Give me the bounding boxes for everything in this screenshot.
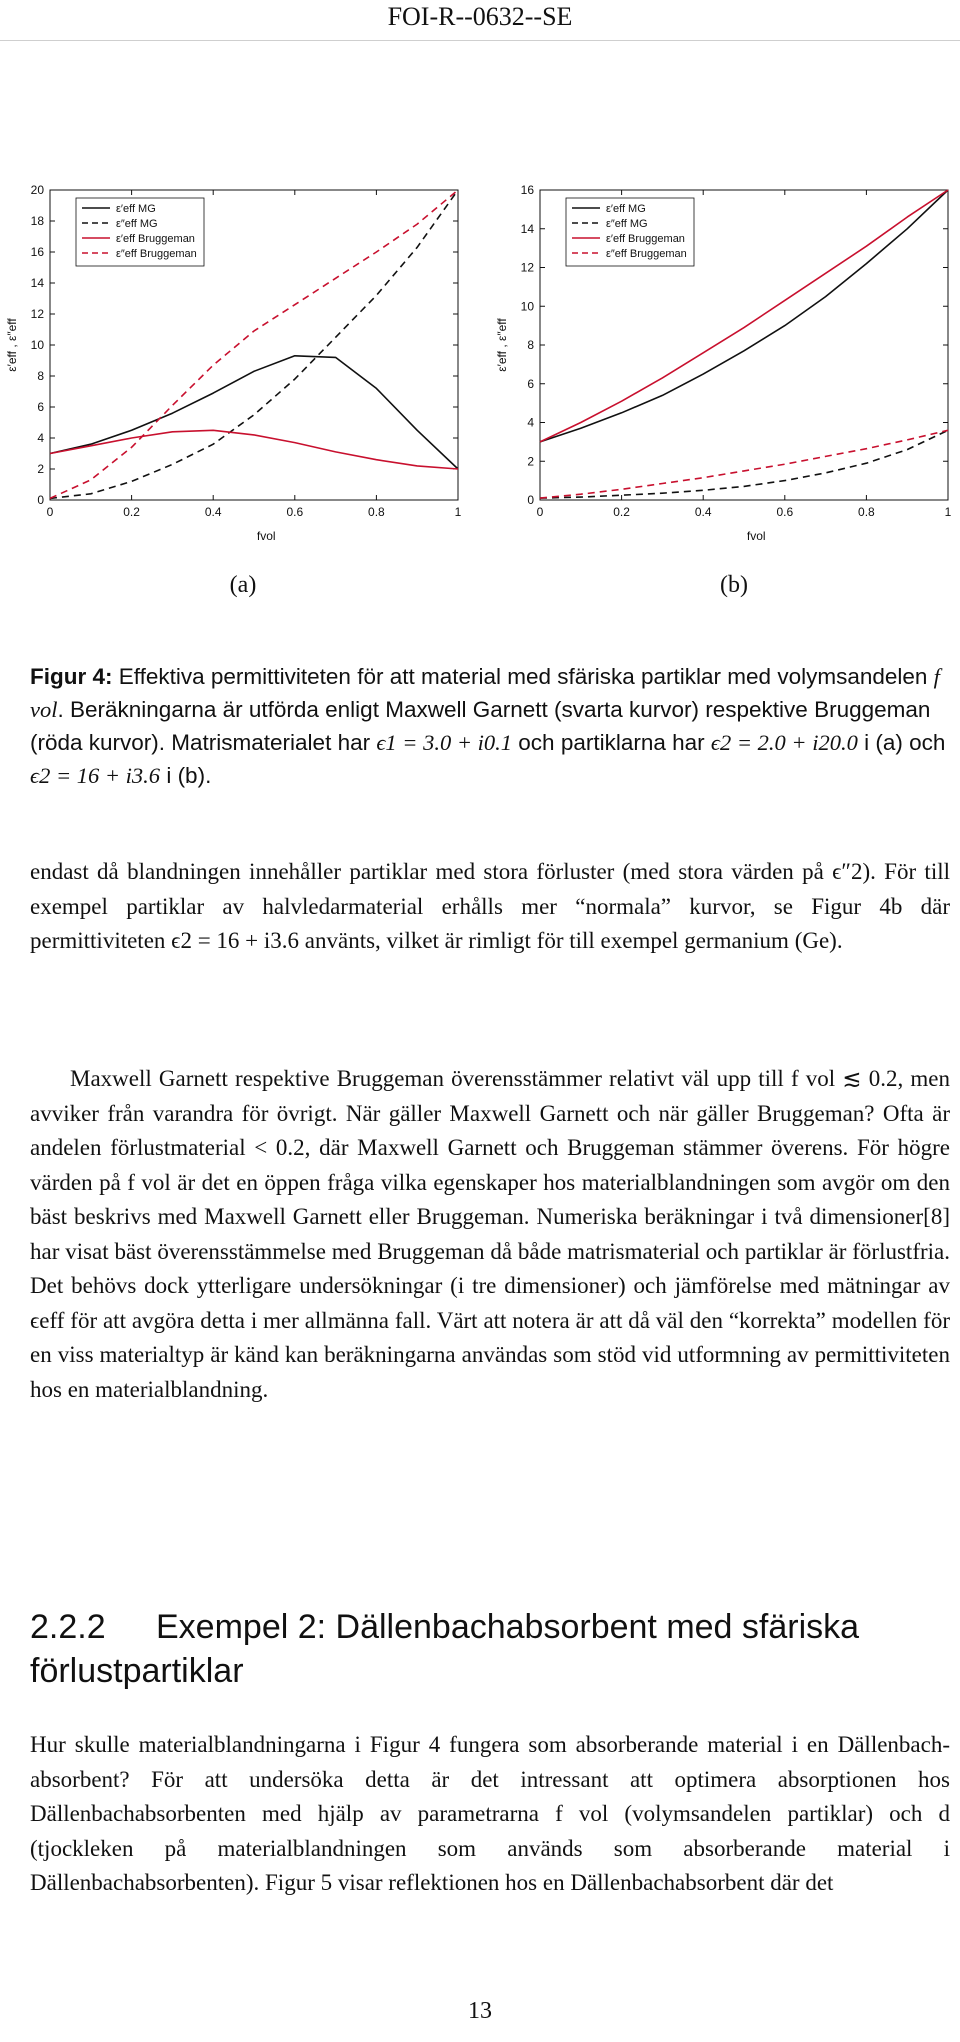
- section-number: 2.2.2: [30, 1608, 106, 1646]
- legend-label-1: ε′eff MG: [606, 203, 646, 215]
- legend-label-3: ε′eff Bruggeman: [606, 233, 685, 245]
- x-tick-label: 0: [46, 505, 54, 519]
- legend-label-2: ε″eff MG: [116, 218, 158, 230]
- paragraph-1: endast då blandningen innehåller partiklar med stora förluster (med stora värden på ϵ″2). För till exempel partiklar av halvledarmaterial erhålls mer “normala” kurvor, se Figur 4b där permittiviteten ϵ2 = 16 + i3.6 använts, vilket är rimligt för till exempel germanium (Ge).: [30, 859, 950, 953]
- x-tick-label: 0: [536, 505, 544, 519]
- caption-text-1: Effektiva permittiviteten för att material med sfäriska partiklar med volymsandelen: [112, 664, 934, 689]
- legend-label-1: ε′eff MG: [116, 203, 156, 215]
- x-tick-label: 1: [454, 505, 462, 519]
- legend-label-3: ε′eff Bruggeman: [116, 233, 195, 245]
- y-tick-label: 0: [527, 493, 534, 507]
- subfigure-label-a: (a): [229, 572, 257, 598]
- caption-eps1: ϵ1 = 3.0 + i0.1: [376, 730, 513, 755]
- x-axis-label: fvol: [746, 529, 766, 543]
- y-tick-label: 12: [30, 307, 44, 321]
- y-tick-label: 6: [527, 376, 534, 391]
- y-tick-label: 16: [520, 183, 534, 197]
- y-tick-label: 4: [527, 415, 534, 430]
- x-tick-label: 1: [944, 505, 952, 519]
- y-tick-label: 18: [30, 214, 44, 228]
- y-tick-label: 4: [37, 431, 44, 445]
- caption-eps2a: ϵ2 = 2.0 + i20.0: [710, 730, 858, 755]
- page-number: 13: [468, 1998, 492, 2024]
- page-header: [0, 0, 960, 41]
- y-tick-label: 14: [30, 276, 44, 290]
- caption-text-2: . Beräkningarna är utförda enligt Maxwell Garnett (svarta kurvor) respektive Bruggeman (röda kurvor). Matrismaterialet har: [30, 697, 931, 755]
- section-heading: [30, 1605, 950, 1693]
- x-tick-label: 0.6: [286, 505, 304, 519]
- section-title: Exempel 2: Dällenbachabsorbent med sfäriska förlustpartiklar: [30, 1608, 860, 1690]
- legend-label-4: ε″eff Bruggeman: [116, 248, 197, 260]
- caption-text-5: i (b).: [160, 763, 212, 788]
- y-tick-label: 2: [527, 454, 534, 469]
- x-tick-label: 0.6: [776, 505, 794, 519]
- y-tick-label: 20: [30, 183, 44, 197]
- caption-text-4: i (a) och: [857, 730, 946, 755]
- caption-label: Figur 4:: [30, 664, 113, 689]
- figure-4a-svg: [0, 182, 470, 562]
- y-tick-label: 14: [520, 221, 534, 236]
- y-axis-label: ε′eff , ε″eff: [5, 318, 19, 372]
- figure-4a-plot: [0, 182, 470, 562]
- figure-caption: [30, 660, 950, 792]
- y-tick-label: 6: [37, 400, 44, 414]
- figure-4b-svg: [490, 182, 960, 562]
- y-tick-label: 2: [37, 462, 44, 476]
- y-tick-label: 0: [37, 493, 44, 507]
- legend-label-2: ε″eff MG: [606, 218, 648, 230]
- y-tick-label: 8: [527, 338, 534, 352]
- subfigure-label-b: (b): [720, 572, 748, 598]
- x-tick-label: 0.2: [613, 505, 630, 519]
- y-tick-label: 10: [30, 338, 44, 352]
- y-axis-label: ε′eff , ε″eff: [495, 318, 509, 372]
- caption-fvol: f vol: [30, 664, 940, 722]
- paragraph-2: Maxwell Garnett respektive Bruggeman överensstämmer relativt väl upp till f vol ≲ 0.2, men avviker från varandra för övrigt. När gäller Maxwell Garnett och när gäller Bruggeman? Ofta är andelen förlustmaterial < 0.2, där Maxwell Garnett och Bruggeman stämmer överens. För högre värden på f vol är det en öppen fråga vilka egenskaper hos materialblandningen som avgör om den bäst beskrivs med Maxwell Garnett eller Bruggeman. Numeriska beräkningar i två dimensioner[8] har visat bäst överensstämmelse med Bruggeman då både matrismaterial och partiklar är förlustfria. Det behövs dock ytterligare undersökningar (i tre dimensioner) och jämförelse med mätningar av ϵeff för att avgöra detta i mer allmänna fall. Värt att notera är att då väl den “korrekta” modellen för en viss materialtyp är känd kan beräkningarna användas som stöd vid utformning av permittiviteten hos en materialblandning.: [30, 1066, 950, 1402]
- report-id: FOI-R--0632--SE: [387, 2, 573, 31]
- x-tick-label: 0.4: [694, 505, 712, 519]
- x-tick-label: 0.8: [368, 505, 385, 519]
- figure-4b-plot: [490, 182, 960, 562]
- x-axis-label: fvol: [256, 529, 276, 543]
- x-tick-label: 0.2: [123, 505, 140, 519]
- x-tick-label: 0.4: [204, 505, 222, 519]
- legend-label-4: ε″eff Bruggeman: [606, 248, 687, 260]
- y-tick-label: 16: [30, 245, 44, 259]
- x-tick-label: 0.8: [858, 505, 875, 519]
- y-tick-label: 10: [520, 299, 534, 314]
- caption-text-3: och partiklarna har: [512, 730, 711, 755]
- paragraph-3: Hur skulle materialblandningarna i Figur 4 fungera som absorberande material i en Dällenbach-absorbent? För att undersöka detta är det intressant att optimera absorptionen hos Dällenbachabsorbenten med hjälp av parametrarna f vol (volymsandelen partiklar) och d (tjockleken på materialblandningen som används som absorberande material i Dällenbachabsorbenten). Figur 5 visar reflektionen hos en Dällenbachabsorbent där det: [30, 1732, 950, 1895]
- y-tick-label: 12: [520, 260, 534, 275]
- caption-eps2b: ϵ2 = 16 + i3.6: [30, 763, 161, 788]
- y-tick-label: 8: [37, 369, 44, 383]
